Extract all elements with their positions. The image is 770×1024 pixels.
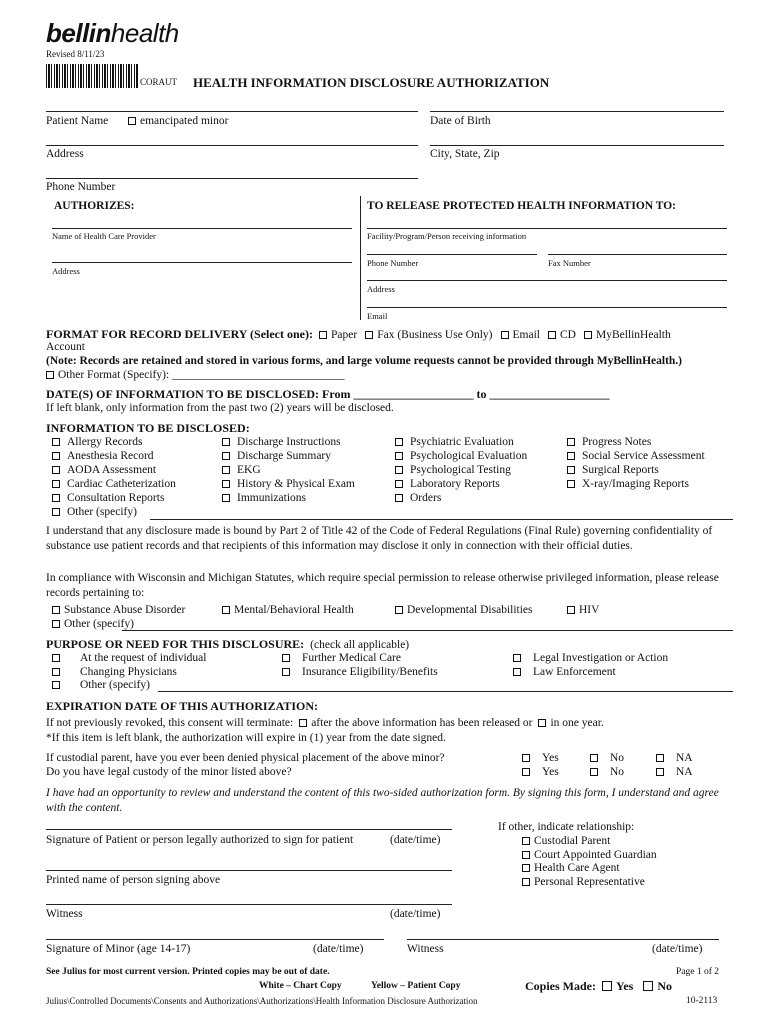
release-email-label: Email <box>367 311 388 321</box>
witness-date: (date/time) <box>390 908 441 920</box>
witness-line[interactable] <box>46 904 452 905</box>
format-option-paper[interactable]: Paper <box>319 329 357 341</box>
checkbox[interactable] <box>52 438 60 446</box>
copies-made: Copies Made: Yes No <box>525 979 673 993</box>
purpose-heading: PURPOSE OR NEED FOR THIS DISCLOSURE: <box>46 637 305 651</box>
address-line[interactable] <box>46 145 418 146</box>
relationship-item-0[interactable]: Custodial Parent <box>522 835 610 847</box>
printed-name-line[interactable] <box>46 870 452 871</box>
checkbox[interactable] <box>395 466 403 474</box>
info-item-0[interactable]: Allergy Records <box>52 436 142 448</box>
format-other-option[interactable]: Other Format (Specify): ______________________________ <box>46 369 345 381</box>
expiration-line1: If not previously revoked, this consent will terminate: after the above information has been released or in one year. <box>46 717 604 729</box>
review-statement: I have had an opportunity to review and understand the content of this two-sided authorization form. By signing this form, I understand and agree with the content. <box>46 787 719 814</box>
patient-signature-line[interactable] <box>46 829 452 830</box>
city-label: City, State, Zip <box>430 148 500 160</box>
authorizes-address-line[interactable] <box>52 262 352 263</box>
checkbox[interactable] <box>395 438 403 446</box>
info-item-1[interactable]: Discharge Summary <box>222 450 331 462</box>
checkbox[interactable] <box>395 494 403 502</box>
release-phone-line[interactable] <box>367 254 537 255</box>
copies-made-no[interactable]: No <box>643 979 672 994</box>
checkbox[interactable] <box>567 452 575 460</box>
special-substance[interactable]: Substance Abuse Disorder <box>52 604 185 616</box>
purpose-item-0[interactable]: Legal Investigation or Action <box>513 652 668 664</box>
authorizes-heading: AUTHORIZES: <box>54 200 135 212</box>
info-item-0[interactable]: Psychiatric Evaluation <box>395 436 514 448</box>
relationship-heading: If other, indicate relationship: <box>498 821 635 833</box>
barcode <box>46 64 138 88</box>
release-address-line[interactable] <box>367 280 727 281</box>
minor-signature-label: Signature of Minor (age 14-17) <box>46 943 191 955</box>
checkbox[interactable] <box>52 480 60 488</box>
format-row <box>46 327 671 342</box>
provider-line[interactable] <box>52 228 352 229</box>
checkbox[interactable] <box>222 452 230 460</box>
minor-witness-label: Witness <box>407 943 444 955</box>
checkbox[interactable] <box>395 452 403 460</box>
bellin-health-logo: bellinhealth <box>46 18 179 48</box>
checkbox[interactable] <box>52 466 60 474</box>
facility-line[interactable] <box>367 228 727 229</box>
info-item-2[interactable]: EKG <box>222 464 261 476</box>
copies-made-yes[interactable]: Yes <box>602 979 633 994</box>
info-item-2[interactable]: AODA Assessment <box>52 464 156 476</box>
checkbox[interactable] <box>52 452 60 460</box>
checkbox[interactable] <box>395 480 403 488</box>
patient-name-line[interactable] <box>46 111 418 112</box>
checkbox[interactable] <box>522 851 530 859</box>
info-item-5[interactable]: Other (specify) <box>52 506 137 518</box>
q2-na[interactable]: NA <box>656 766 693 778</box>
checkbox[interactable] <box>522 837 530 845</box>
checkbox[interactable] <box>52 494 60 502</box>
info-item-2[interactable]: Surgical Reports <box>567 464 659 476</box>
purpose-item-1[interactable]: Law Enforcement <box>513 666 616 678</box>
checkbox[interactable] <box>52 681 60 689</box>
info-item-4[interactable]: Orders <box>395 492 441 504</box>
form-number: 10-2113 <box>686 996 718 1006</box>
q2-yes[interactable]: Yes <box>522 766 559 778</box>
info-other-line[interactable] <box>150 519 733 520</box>
dob-line[interactable] <box>430 111 724 112</box>
release-phone-label: Phone Number <box>367 258 419 268</box>
witness-label: Witness <box>46 908 83 920</box>
checkbox[interactable] <box>513 654 521 662</box>
yellow-copy: Yellow – Patient Copy <box>371 981 461 991</box>
checkbox[interactable] <box>522 878 530 886</box>
release-email-line[interactable] <box>367 307 727 308</box>
format-option-fax[interactable]: Fax (Business Use Only) <box>365 329 492 341</box>
expiration-line2: *If this item is left blank, the authorization will expire in (1) year from the date signed. <box>46 732 446 744</box>
form-title: HEALTH INFORMATION DISCLOSURE AUTHORIZATION <box>193 75 550 90</box>
printed-name-label: Printed name of person signing above <box>46 874 221 886</box>
info-item-2[interactable]: Psychological Testing <box>395 464 511 476</box>
info-item-3[interactable]: Cardiac Catheterization <box>52 478 176 490</box>
checkbox[interactable] <box>513 668 521 676</box>
purpose-item-1[interactable]: Insurance Eligibility/Benefits <box>282 666 438 678</box>
minor-witness-line[interactable] <box>407 939 719 940</box>
checkbox[interactable] <box>282 654 290 662</box>
info-item-0[interactable]: Discharge Instructions <box>222 436 341 448</box>
purpose-item-1[interactable]: Changing Physicians <box>52 666 177 678</box>
release-fax-line[interactable] <box>548 254 727 255</box>
relationship-item-1[interactable]: Court Appointed Guardian <box>522 849 657 861</box>
section-divider <box>360 196 361 320</box>
patient-signature-date: (date/time) <box>390 834 441 846</box>
format-account-wrap: Account <box>46 341 85 353</box>
info-item-3[interactable]: Laboratory Reports <box>395 478 500 490</box>
relationship-item-2[interactable]: Health Care Agent <box>522 862 620 874</box>
city-line[interactable] <box>430 145 724 146</box>
minor-signature-line[interactable] <box>46 939 384 940</box>
relationship-item-3[interactable]: Personal Representative <box>522 876 645 888</box>
dob-label: Date of Birth <box>430 115 491 127</box>
special-other[interactable]: Other (specify) <box>52 618 134 630</box>
white-copy: White – Chart Copy <box>259 981 342 991</box>
release-address-label: Address <box>367 284 395 294</box>
minor-signature-date: (date/time) <box>313 943 364 955</box>
info-item-3[interactable]: X-ray/Imaging Reports <box>567 478 689 490</box>
q1-na[interactable]: NA <box>656 752 693 764</box>
info-item-4[interactable]: Immunizations <box>222 492 306 504</box>
facility-label: Facility/Program/Person receiving information <box>367 231 527 241</box>
minor-witness-date: (date/time) <box>652 943 703 955</box>
purpose-item-2[interactable]: Other (specify) <box>52 679 150 691</box>
format-option-email[interactable]: Email <box>501 329 540 341</box>
format-heading: FORMAT FOR RECORD DELIVERY (Select one): <box>46 327 313 341</box>
special-hiv[interactable]: HIV <box>567 604 599 616</box>
patient-signature-label: Signature of Patient or person legally authorized to sign for patient <box>46 834 354 846</box>
part2-statement: I understand that any disclosure made is bound by Part 2 of Title 42 of the Code of Federal Regulations (Final Rule) governing confidentiality of substance use patient records and that recipients of this information may disclose it only in connection with their official duties. <box>46 525 713 552</box>
julius-note: See Julius for most current version. Printed copies may be out of date. <box>46 967 330 977</box>
after-release-checkbox[interactable] <box>299 719 307 727</box>
checkbox[interactable] <box>222 438 230 446</box>
release-to-heading: TO RELEASE PROTECTED HEALTH INFORMATION TO: <box>367 200 676 212</box>
provider-label: Name of Health Care Provider <box>52 231 156 241</box>
checkbox[interactable] <box>282 668 290 676</box>
info-item-1[interactable]: Anesthesia Record <box>52 450 154 462</box>
checkbox[interactable] <box>522 864 530 872</box>
format-note: (Note: Records are retained and stored in various forms, and large volume requests cannot be provided through MyBellinHealth.) <box>46 355 683 367</box>
page-number: Page 1 of 2 <box>676 967 720 977</box>
purpose-item-0[interactable]: At the request of individual <box>52 652 206 664</box>
barcode-code: CORAUT <box>140 77 178 87</box>
revised-date: Revised 8/11/23 <box>46 49 105 59</box>
expiration-heading: EXPIRATION DATE OF THIS AUTHORIZATION: <box>46 699 319 713</box>
info-item-0[interactable]: Progress Notes <box>567 436 651 448</box>
one-year-checkbox[interactable] <box>538 719 546 727</box>
special-developmental[interactable]: Developmental Disabilities <box>395 604 533 616</box>
purpose-heading-note: (check all applicable) <box>310 638 410 651</box>
patient-name-label: Patient Name <box>46 115 109 127</box>
info-heading: INFORMATION TO BE DISCLOSED: <box>46 421 250 435</box>
authorizes-address-label: Address <box>52 266 80 276</box>
emancipated-minor-option[interactable]: emancipated minor <box>128 115 228 127</box>
checkbox[interactable] <box>52 508 60 516</box>
format-option-mybellin[interactable]: MyBellinHealth <box>584 329 671 341</box>
q1-yes[interactable]: Yes <box>522 752 559 764</box>
custody-question: Do you have legal custody of the minor listed above? <box>46 766 292 778</box>
checkbox[interactable] <box>567 466 575 474</box>
checkbox[interactable] <box>128 117 136 125</box>
checkbox[interactable] <box>222 480 230 488</box>
custodial-question: If custodial parent, have you ever been denied physical placement of the above minor? <box>46 752 445 764</box>
checkbox[interactable] <box>222 494 230 502</box>
compliance-statement: In compliance with Wisconsin and Michigan Statutes, which require special permission to release otherwise privileged information, please release records pertaining to: <box>46 572 719 599</box>
dates-heading: DATE(S) OF INFORMATION TO BE DISCLOSED: From ____________________ to ____________________ <box>46 387 610 401</box>
special-other-line[interactable] <box>122 630 733 631</box>
patient-name-label-row <box>46 115 108 127</box>
q2-no[interactable]: No <box>590 766 624 778</box>
release-fax-label: Fax Number <box>548 258 591 268</box>
phone-line[interactable] <box>46 178 418 179</box>
special-mental[interactable]: Mental/Behavioral Health <box>222 604 354 616</box>
checkbox[interactable] <box>52 668 60 676</box>
info-item-3[interactable]: History & Physical Exam <box>222 478 355 490</box>
format-option-cd[interactable]: CD <box>548 329 576 341</box>
document-path: Julius\Controlled Documents\Consents and Authorizations\Authorizations\Health Information Disclosure Authorization <box>46 996 478 1006</box>
dates-note: If left blank, only information from the past two (2) years will be disclosed. <box>46 402 394 414</box>
q1-no[interactable]: No <box>590 752 624 764</box>
checkbox[interactable] <box>222 466 230 474</box>
info-item-4[interactable]: Consultation Reports <box>52 492 164 504</box>
info-item-1[interactable]: Psychological Evaluation <box>395 450 527 462</box>
info-item-1[interactable]: Social Service Assessment <box>567 450 705 462</box>
checkbox[interactable] <box>567 480 575 488</box>
checkbox[interactable] <box>52 654 60 662</box>
purpose-item-0[interactable]: Further Medical Care <box>282 652 401 664</box>
checkbox[interactable] <box>567 438 575 446</box>
purpose-heading-row <box>46 637 409 652</box>
phone-label: Phone Number <box>46 181 116 193</box>
address-label: Address <box>46 148 84 160</box>
purpose-other-line[interactable] <box>158 691 733 692</box>
